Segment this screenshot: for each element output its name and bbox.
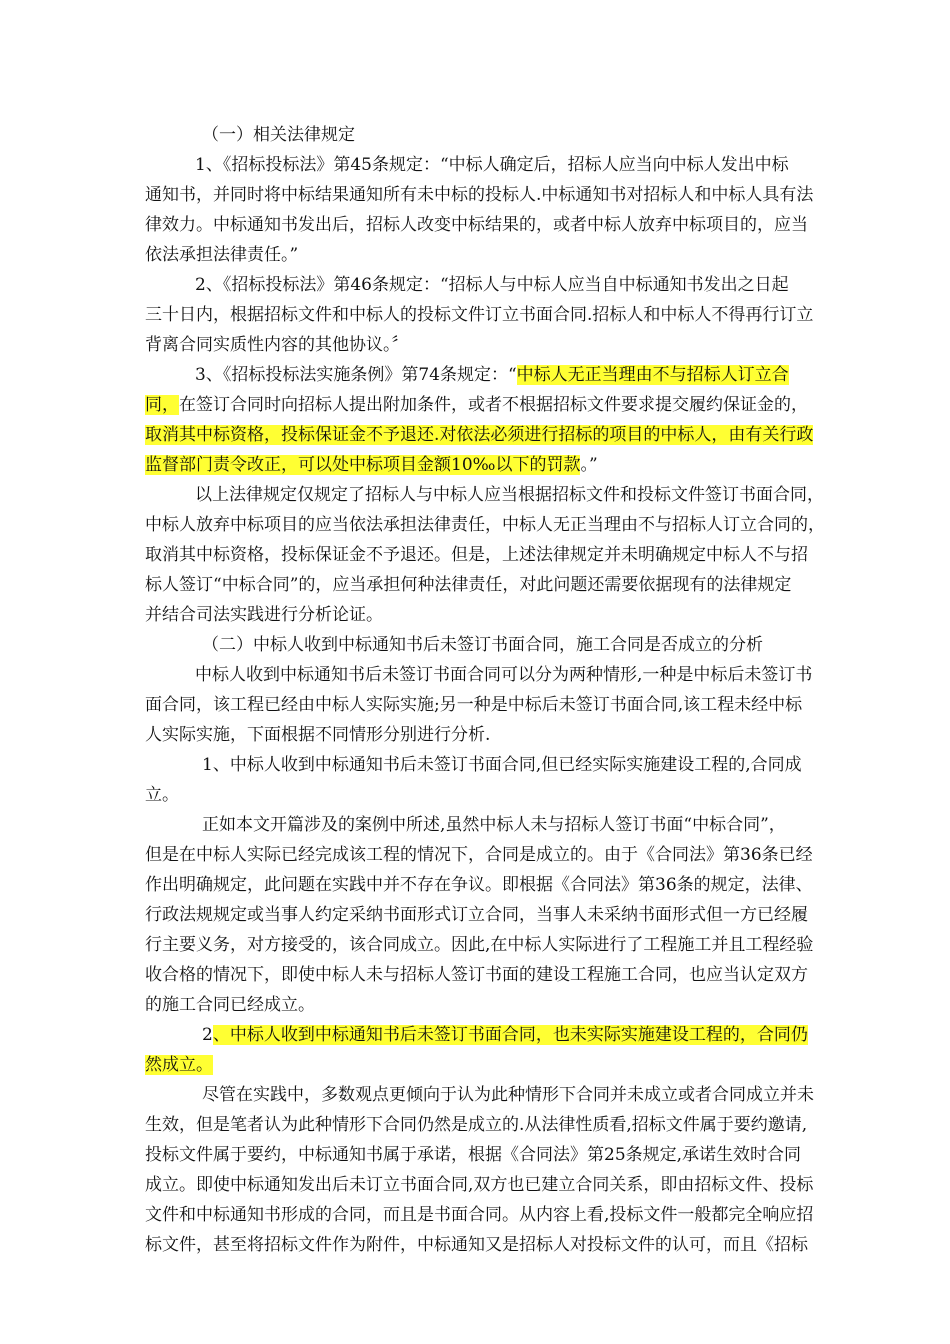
text-line [145,930,815,960]
text-segment: 人实际实施，下面根据不同情形分别进行分析. [145,725,491,745]
text-segment: 。” [580,455,598,475]
text-line [145,720,815,750]
text-line [145,540,815,570]
text-line [145,480,824,510]
text-line [145,600,815,630]
text-segment: 尽管在实践中，多数观点更倾向于认为此种情形下合同并未成立或者合同成立并未 [202,1085,814,1105]
text-segment: 背离合同实质性内容的其他协议。〞 [145,335,409,355]
text-segment: 中标人放弃中标项目的应当依法承担法律责任，中标人无正当理由不与招标人订立合同的， [145,515,825,535]
highlighted-text: 监督部门责令改正，可以处中标项目金额10‰以下的罚款 [145,455,581,475]
text-line [145,180,815,210]
text-segment: 在签订合同时向招标人提出附加条件，或者不根据招标文件要求提交履约保证金的， [179,395,808,415]
text-segment: 作出明确规定，此问题在实践中并不存在争议。即根据《合同法》第36条的规定，法律、 [145,875,813,895]
document-page [145,120,825,1260]
text-segment: 但是在中标人实际已经完成该工程的情况下，合同是成立的。由于《合同法》第36条已经 [145,845,813,865]
text-line [145,630,815,660]
text-line [145,210,815,240]
text-segment: 标文件，甚至将招标文件作为附件，中标通知又是招标人对投标文件的认可，而且《招标 [145,1235,808,1255]
text-line [145,690,815,720]
text-line [145,360,815,390]
text-line [145,780,815,810]
highlighted-text: 、中标人收到中标通知书后未签订书面合同，也未实际实施建设工程的，合同仍 [212,1025,808,1045]
text-segment: 以上法律规定仅规定了招标人与中标人应当根据招标文件和投标文件签订书面合同， [195,485,824,505]
text-segment: 面合同，该工程已经由中标人实际实施;另一种是中标后未签订书面合同,该工程未经中标 [145,695,803,715]
text-line [145,870,815,900]
text-line [145,270,815,300]
text-line [145,990,815,1020]
text-segment: 的施工合同已经成立。 [145,995,315,1015]
text-line [145,750,815,780]
text-line [145,1020,815,1050]
text-segment: 中标人收到中标通知书后未签订书面合同可以分为两种情形,一种是中标后未签订书 [195,665,813,685]
text-segment: 行主要义务，对方接受的，该合同成立。因此,在中标人实际进行了工程施工并且工程经验 [145,935,814,955]
text-segment: 并结合司法实践进行分析论证。 [145,605,383,625]
text-line [145,570,815,600]
text-line [145,1230,815,1260]
text-line [145,810,815,840]
text-segment: 生效，但是笔者认为此种情形下合同仍然是成立的.从法律性质看,招标文件属于要约邀请, [145,1115,808,1135]
text-segment: 成立。即使中标通知发出后未订立书面合同,双方也已建立合同关系，即由招标文件、投标 [145,1175,814,1195]
text-segment: 投标文件属于要约，中标通知书属于承诺，根据《合同法》第25条规定,承诺生效时合同 [145,1145,802,1165]
text-segment: （二）中标人收到中标通知书后未签订书面合同，施工合同是否成立的分析 [202,635,763,655]
text-segment: 收合格的情况下，即使中标人未与招标人签订书面的建设工程施工合同，也应当认定双方 [145,965,808,985]
text-line [145,120,815,150]
text-segment: 3、《招标投标法实施条例》第74条规定：“ [195,365,517,385]
text-line [145,1140,815,1170]
text-line [145,1200,815,1230]
text-line [145,450,815,480]
text-segment: 三十日内，根据招标文件和中标人的投标文件订立书面合同.招标人和中标人不得再行订立 [145,305,814,325]
text-segment: 标人签订“中标合同”的，应当承担何种法律责任，对此问题还需要依据现有的法律规定 [145,575,792,595]
highlighted-text: 然成立。 [145,1055,213,1075]
text-segment: 行政法规规定或当事人约定采纳书面形式订立合同，当事人未采纳书面形式但一方已经履 [145,905,808,925]
text-line [145,900,815,930]
text-segment: （一）相关法律规定 [202,125,355,145]
text-segment: 正如本文开篇涉及的案例中所述,虽然中标人未与招标人签订书面“中标合同”， [202,815,786,835]
text-line [145,330,815,360]
text-line [145,660,815,690]
text-line [145,840,815,870]
text-line [145,960,815,990]
text-line [145,1050,815,1080]
text-segment: 2 [202,1025,213,1045]
text-line [145,390,815,420]
highlighted-text: 中标人无正当理由不与招标人订立合 [516,365,789,385]
text-segment: 律效力。中标通知书发出后，招标人改变中标结果的，或者中标人放弃中标项目的，应当 [145,215,808,235]
text-segment: 立。 [145,785,179,805]
text-line [145,1170,815,1200]
text-segment: 1、《招标投标法》第45条规定：“中标人确定后，招标人应当向中标人发出中标 [195,155,789,175]
text-segment: 取消其中标资格，投标保证金不予退还。但是，上述法律规定并未明确规定中标人不与招 [145,545,808,565]
highlighted-text: 取消其中标资格，投标保证金不予退还.对依法必须进行招标的项目的中标人，由有关行政 [145,425,814,445]
text-segment: 依法承担法律责任。” [145,245,299,265]
text-segment: 文件和中标通知书形成的合同，而且是书面合同。从内容上看,投标文件一般都完全响应招 [145,1205,814,1225]
text-line [145,150,815,180]
text-line [145,1080,815,1110]
text-segment: 通知书，并同时将中标结果通知所有未中标的投标人.中标通知书对招标人和中标人具有法 [145,185,814,205]
text-line [145,1110,815,1140]
text-line [145,300,815,330]
text-segment: 2、《招标投标法》第46条规定：“招标人与中标人应当自中标通知书发出之日起 [195,275,789,295]
text-line [145,240,815,270]
text-line [145,510,825,540]
highlighted-text: 同， [145,395,179,415]
text-line [145,420,815,450]
text-segment: 1、中标人收到中标通知书后未签订书面合同,但已经实际实施建设工程的,合同成 [202,755,802,775]
